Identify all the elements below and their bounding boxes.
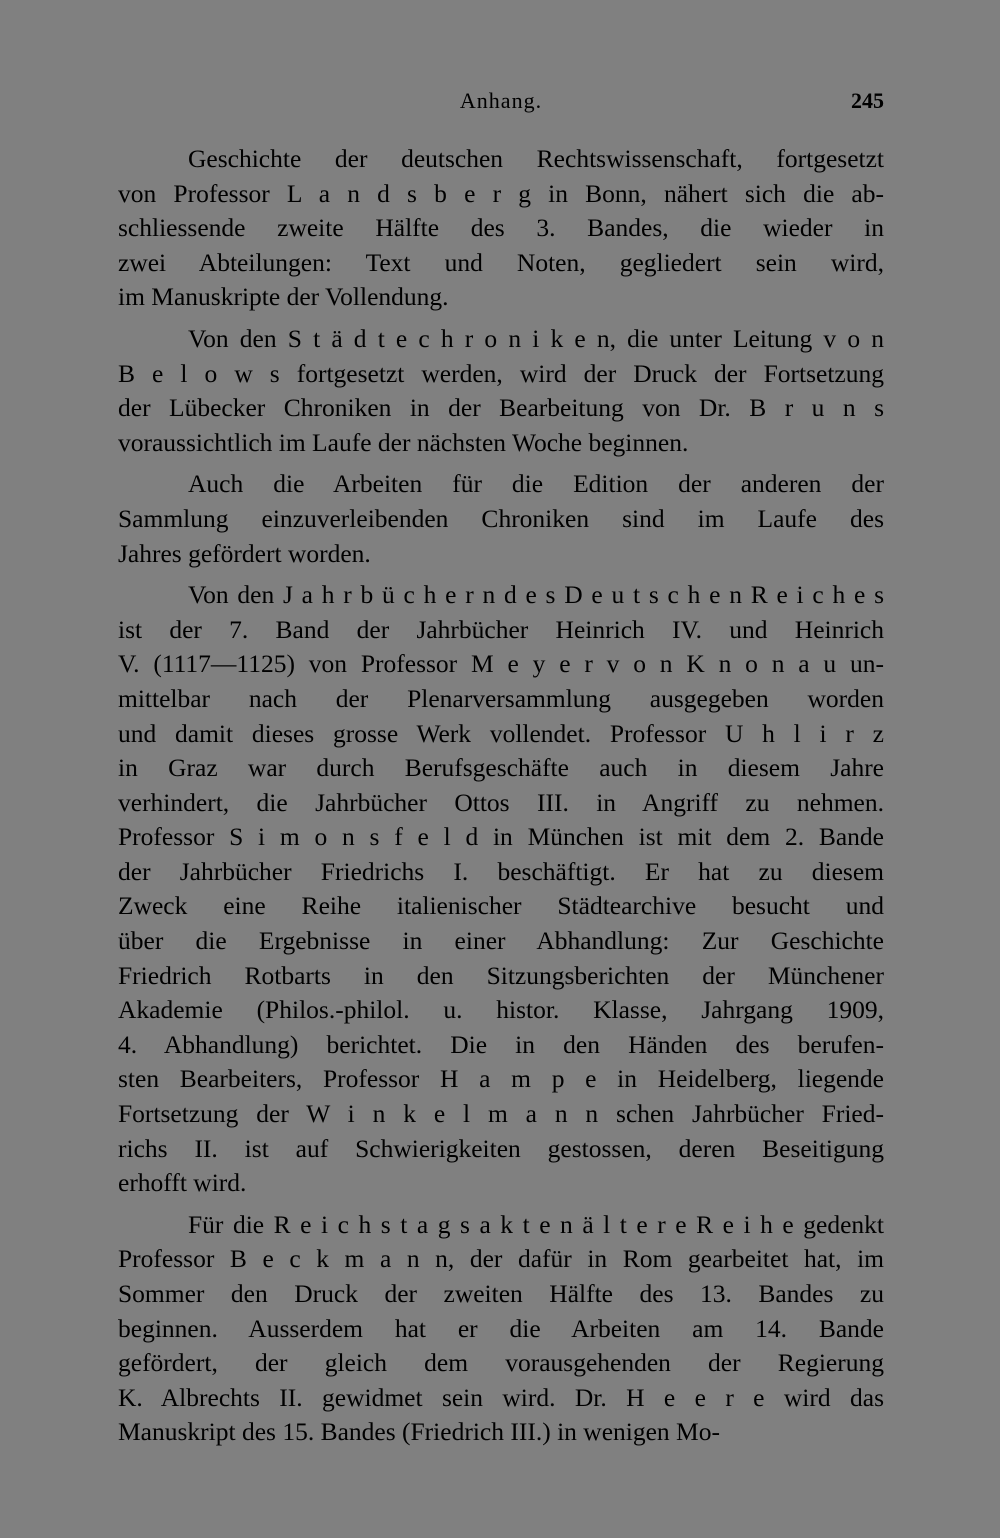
text-line: von Professor L a n d s b e r g in Bonn, nähert sich die ab- [118, 178, 884, 208]
text-line: der Lübecker Chroniken in der Bearbeitung von Dr. B r u n s [118, 393, 884, 423]
text-line: sten Bearbeiters, Professor H a m p e in Heidelberg, liegende [118, 1064, 884, 1094]
paragraph-gap [118, 460, 884, 467]
text-line: Sommer den Druck der zweiten Hälfte des 13. Bandes zu [118, 1279, 884, 1308]
text-line: Für die R e i c h s t a g s a k t e n ä l t e r e R e i h e gedenkt [188, 1209, 884, 1239]
text-line: und damit dieses grosse Werk vollendet. Professor U h l i r z [118, 718, 884, 748]
text-line: V. (1117—1125) von Professor M e y e r v o n K n o n a u un- [118, 649, 884, 679]
text-line: erhofft wird. [118, 1168, 247, 1198]
page-number: 245 [851, 88, 884, 113]
running-header [118, 88, 884, 118]
text-line: verhindert, die Jahrbücher Ottos III. in Angriff zu nehmen. [118, 787, 884, 817]
text-line: Professor S i m o n s f e l d in München ist mit dem 2. Bande [118, 822, 884, 852]
paragraph-gap [118, 315, 884, 322]
text-line: Fortsetzung der W i n k e l m a n n schen Jahrbücher Fried- [118, 1099, 884, 1129]
text-line: 4. Abhandlung) berichtet. Die in den Händen des berufen- [118, 1029, 884, 1059]
text-line: Professor B e c k m a n n, der dafür in Rom gearbeitet hat, im [118, 1244, 884, 1274]
text-line: Auch die Arbeiten für die Edition der anderen der [188, 469, 884, 499]
text-line: Von den J a h r b ü c h e r n d e s D e u t s c h e n R e i c h e s [188, 580, 884, 610]
text-line: im Manuskripte der Vollendung. [118, 282, 449, 312]
body-text [118, 142, 884, 1450]
paragraph [118, 142, 884, 315]
text-line: über die Ergebnisse in einer Abhandlung: Zur Geschichte [118, 926, 884, 956]
text-line: beginnen. Ausserdem hat er die Arbeiten am 14. Bande [118, 1313, 884, 1343]
text-line: Von den S t ä d t e c h r o n i k e n, die unter Leitung v o n [188, 323, 884, 353]
text-line: der Jahrbücher Friedrichs I. beschäftigt. Er hat zu diesem [118, 856, 884, 886]
text-line: gefördert, der gleich dem vorausgehenden der Regierung [118, 1348, 884, 1378]
text-line: Jahres gefördert worden. [118, 538, 371, 568]
paragraph [118, 322, 884, 460]
text-line: zwei Abteilungen: Text und Noten, gegliedert sein wird, [118, 247, 884, 277]
text-line: Zweck eine Reihe italienischer Städtearchive besucht und [118, 891, 884, 921]
text-line: Akademie (Philos.-philol. u. histor. Klasse, Jahrgang 1909, [118, 995, 884, 1025]
text-line: schliessende zweite Hälfte des 3. Bandes, die wieder in [118, 213, 884, 243]
paragraph [118, 578, 884, 1201]
paragraph [118, 1208, 884, 1450]
text-line: Manuskript des 15. Bandes (Friedrich III.) in wenigen Mo- [118, 1417, 720, 1447]
text-line: Friedrich Rotbarts in den Sitzungsberichten der Münchener [118, 960, 884, 990]
text-line: Geschichte der deutschen Rechtswissenschaft, fortgesetzt [188, 144, 884, 173]
paragraph-gap [118, 571, 884, 578]
text-line: Sammlung einzuverleibenden Chroniken sind im Laufe des [118, 503, 884, 533]
paragraph [118, 467, 884, 571]
text-line: voraussichtlich im Laufe der nächsten Woche beginnen. [118, 427, 689, 457]
text-line: in Graz war durch Berufsgeschäfte auch in diesem Jahre [118, 753, 884, 783]
paragraph-gap [118, 1201, 884, 1208]
text-line: ist der 7. Band der Jahrbücher Heinrich IV. und Heinrich [118, 614, 884, 644]
text-line: B e l o w s fortgesetzt werden, wird der Druck der Fortsetzung [118, 358, 884, 388]
text-line: mittelbar nach der Plenarversammlung ausgegeben worden [118, 683, 884, 713]
text-line: richs II. ist auf Schwierigkeiten gestossen, deren Beseitigung [118, 1133, 884, 1163]
text-line: K. Albrechts II. gewidmet sein wird. Dr. H e e r e wird das [118, 1382, 884, 1412]
header-title: Anhang. [459, 88, 543, 113]
